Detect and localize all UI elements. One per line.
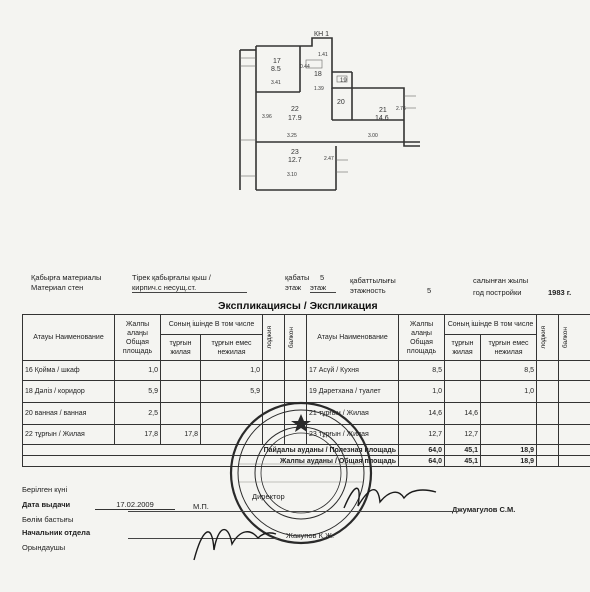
room-22-area: 17.9: [288, 115, 302, 122]
year-label-ru: год постройки: [473, 288, 522, 297]
row-name: 17 Асүй / Кухня: [307, 361, 399, 381]
row-nonliving: [481, 403, 537, 425]
row-living: 12,7: [445, 425, 481, 445]
dim-label: 3.96: [262, 114, 272, 120]
dim-label: 1.41: [318, 52, 328, 58]
row-nonliving: 1,0: [201, 361, 263, 381]
room-21-id: 21: [379, 107, 387, 114]
row-total: 5,9: [115, 381, 161, 403]
row-living: [161, 381, 201, 403]
row-total: 17,8: [115, 425, 161, 445]
row-living: [445, 361, 481, 381]
floor-label-ru2: этаж: [310, 283, 336, 293]
col-name-header: Атауы Наименование: [23, 315, 115, 361]
col-balcony-header: балкон: [562, 326, 570, 349]
total-useful-living: 45,1: [445, 445, 481, 456]
col-living-header: тұрғын жилая: [445, 335, 481, 361]
wall-material-kz: Қабырға материалы: [31, 273, 102, 282]
dim-label: 0.44: [300, 64, 310, 70]
signer-director: Джумагулов С.М.: [452, 505, 516, 514]
dim-label: 1.39: [314, 86, 324, 92]
col-total-header: Жалпы алаңы Общая площадь: [399, 315, 445, 361]
total-useful-nonliving: 18,9: [481, 445, 537, 456]
room-23-area: 12.7: [288, 157, 302, 164]
dim-label: 2.76: [396, 106, 406, 112]
col-lodge-header: лоджия: [266, 326, 274, 349]
wall-value-kz: Тірек қабырғалы қыш /: [132, 273, 211, 282]
floors-label-kz: қабаттылығы: [350, 276, 396, 285]
mp-label: М.П.: [193, 502, 209, 511]
row-total: 1,0: [399, 381, 445, 403]
issued-label-ru: Дата выдачи: [22, 500, 71, 509]
row-total: 12,7: [399, 425, 445, 445]
executor-label-kz: Орындаушы: [22, 543, 66, 552]
total-general-nonliving: 18,9: [481, 456, 537, 467]
row-name: 19 Дәретхана / туалет: [307, 381, 399, 403]
dim-label: 3.10: [287, 172, 297, 178]
floors-label-ru: этажность: [350, 286, 386, 295]
row-total: 2,5: [115, 403, 161, 425]
director-label: Директор: [252, 492, 285, 501]
col-nonliving-header: тұрғын емес нежилая: [201, 335, 263, 361]
total-useful-total: 64,0: [399, 445, 445, 456]
room-23-id: 23: [291, 149, 299, 156]
row-total: 8,5: [399, 361, 445, 381]
issued-label-kz: Берілген күні: [22, 485, 68, 494]
row-name: 18 Дәліз / коридор: [23, 381, 115, 403]
room-17-id: 17: [273, 58, 281, 65]
col-incl-header: Соның ішінде В том числе: [161, 315, 263, 335]
row-nonliving: 5,9: [201, 381, 263, 403]
row-nonliving: 1,0: [481, 381, 537, 403]
row-name: 20 ванная / ванная: [23, 403, 115, 425]
row-nonliving: 8,5: [481, 361, 537, 381]
row-total: 1,0: [115, 361, 161, 381]
year-label-kz: салынған жылы: [473, 276, 529, 285]
col-name-header: Атауы Наименование: [307, 315, 399, 361]
head-label-ru: Начальник отдела: [22, 528, 91, 537]
room-18-id: 18: [314, 71, 322, 78]
plan-top-label: КН 1: [314, 31, 329, 38]
room-19-id: 19: [340, 78, 347, 84]
col-total-header: Жалпы алаңы Общая площадь: [115, 315, 161, 361]
dim-label: 3.00: [368, 133, 378, 139]
row-living: [445, 381, 481, 403]
floor-label-kz: қабаты: [285, 273, 310, 282]
issued-date: 17.02.2009: [95, 500, 175, 510]
wall-value-ru: кирпич.с несущ.ст.: [132, 283, 247, 293]
signer-head: Жакупов К.Ж.: [286, 531, 335, 540]
room-22-id: 22: [291, 106, 299, 113]
dim-label: 2.47: [324, 156, 334, 162]
wall-material-ru: Материал стен: [31, 283, 84, 292]
head-signature: [188, 510, 278, 570]
total-general-total: 64,0: [399, 456, 445, 467]
head-label-kz: Бөлім бастығы: [22, 515, 74, 524]
floor-value: 5: [320, 273, 325, 282]
row-living: [161, 361, 201, 381]
col-balcony-header: балкон: [288, 326, 296, 349]
table-row: [23, 361, 590, 381]
row-total: 14,6: [399, 403, 445, 425]
year-value: 1983 г.: [548, 288, 572, 297]
row-living: 14,6: [445, 403, 481, 425]
total-useful-label: Пайдалы ауданы / Полезная площадь: [23, 445, 399, 456]
total-general-living: 45,1: [445, 456, 481, 467]
col-lodge-header: лоджия: [540, 326, 548, 349]
floor-label-ru: этаж: [285, 283, 302, 292]
room-21-area: 14.6: [375, 115, 389, 122]
document-title: Экспликациясы / Экспликация: [218, 300, 378, 312]
row-name: 16 Қойма / шкаф: [23, 361, 115, 381]
row-name: 23 тұрғын / Жилая: [307, 425, 399, 445]
row-nonliving: [481, 425, 537, 445]
floor-plan: [0, 0, 590, 215]
row-living: [161, 403, 201, 425]
row-name: 21 тұрғын / Жилая: [307, 403, 399, 425]
col-living-header: тұрғын жилая: [161, 335, 201, 361]
dim-label: 3.41: [271, 80, 281, 86]
room-17-area: 8.5: [271, 66, 281, 73]
total-general-label: Жалпы ауданы / Общая площадь: [23, 456, 399, 467]
floors-value: 5: [427, 286, 432, 295]
director-signature: [340, 478, 440, 518]
col-incl-header: Соның ішінде В том числе: [445, 315, 537, 335]
room-20-id: 20: [337, 99, 345, 106]
row-name: 22 тұрғын / Жилая: [23, 425, 115, 445]
dim-label: 3.25: [287, 133, 297, 139]
row-living: 17,8: [161, 425, 201, 445]
col-nonliving-header: тұрғын емес нежилая: [481, 335, 537, 361]
